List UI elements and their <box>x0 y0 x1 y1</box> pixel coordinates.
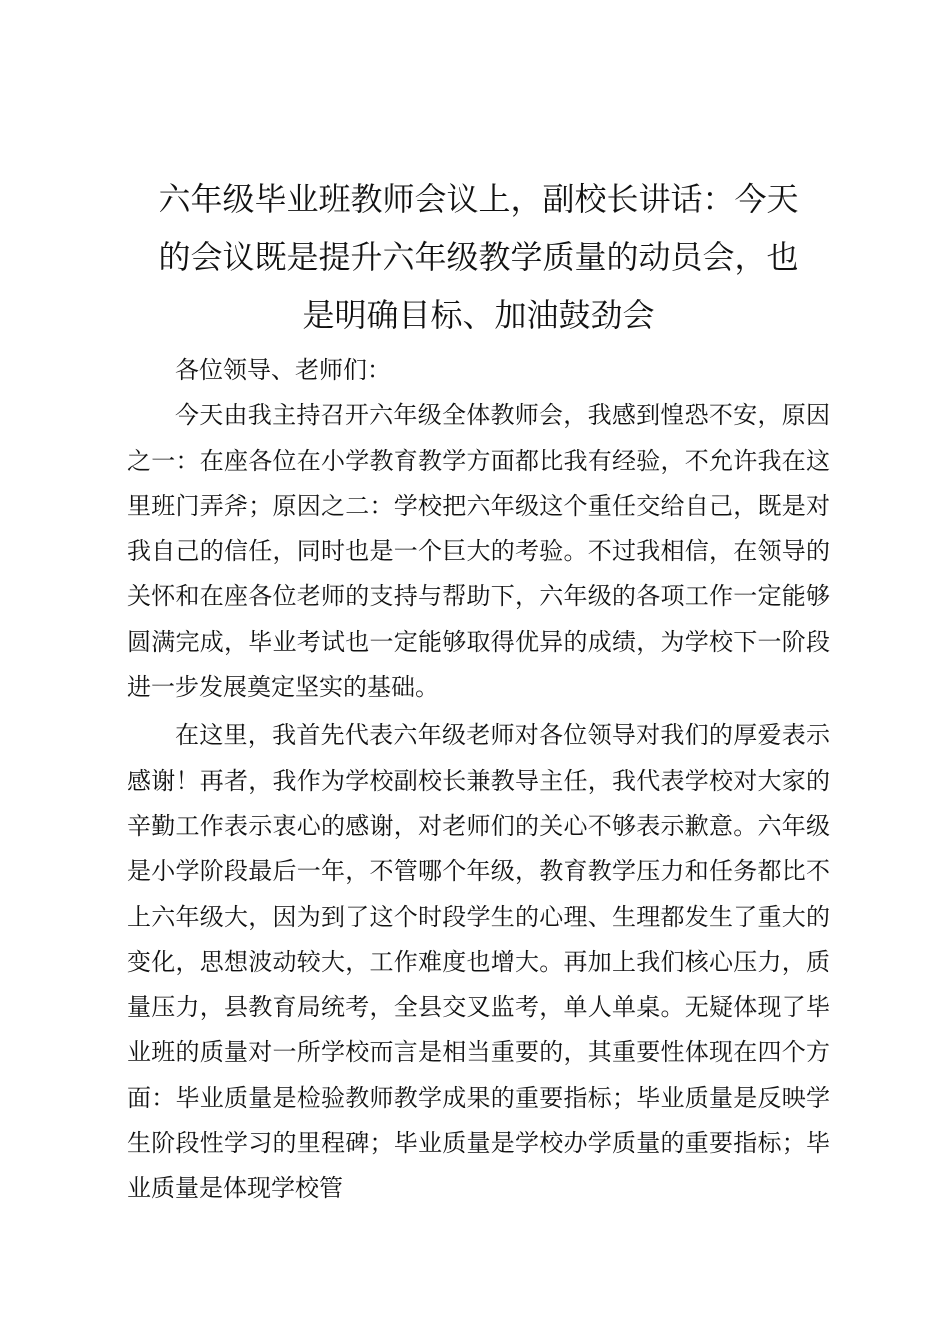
document-body <box>127 348 830 1212</box>
body-paragraph: 今天由我主持召开六年级全体教师会，我感到惶恐不安，原因之一：在座各位在小学教育教学方面都比我有经验，不允许我在这里班门弄斧；原因之二：学校把六年级这个重任交给自己，既是对我自己的信任，同时也是一个巨大的考验。不过我相信，在领导的关怀和在座各位老师的支持与帮助下，六年级的各项工作一定能够圆满完成，毕业考试也一定能够取得优异的成绩，为学校下一阶段进一步发展奠定坚实的基础。 <box>127 401 830 702</box>
document-title <box>127 170 830 344</box>
body-paragraph: 在这里，我首先代表六年级老师对各位领导对我们的厚爱表示感谢！再者，我作为学校副校长兼教导主任，我代表学校对大家的辛勤工作表示衷心的感谢，对老师们的关心不够表示歉意。六年级是小学阶段最后一年，不管哪个年级，教育教学压力和任务都比不上六年级大，因为到了这个时段学生的心理、生理都发生了重大的变化，思想波动较大，工作难度也增大。再加上我们核心压力，质量压力，县教育局统考，全县交叉监考，单人单桌。无疑体现了毕业班的质量对一所学校而言是相当重要的，其重要性体现在四个方面：毕业质量是检验教师教学成果的重要指标；毕业质量是反映学生阶段性学习的里程碑；毕业质量是学校办学质量的重要指标；毕业质量是体现学校管 <box>127 721 830 1203</box>
title-line: 是明确目标、加油鼓劲会 <box>302 296 655 334</box>
title-line: 六年级毕业班教师会议上，副校长讲话：今天 <box>158 180 799 218</box>
document-content <box>127 170 830 1212</box>
title-line: 的会议既是提升六年级教学质量的动员会，也 <box>158 238 799 276</box>
salutation: 各位领导、老师们： <box>175 356 391 384</box>
